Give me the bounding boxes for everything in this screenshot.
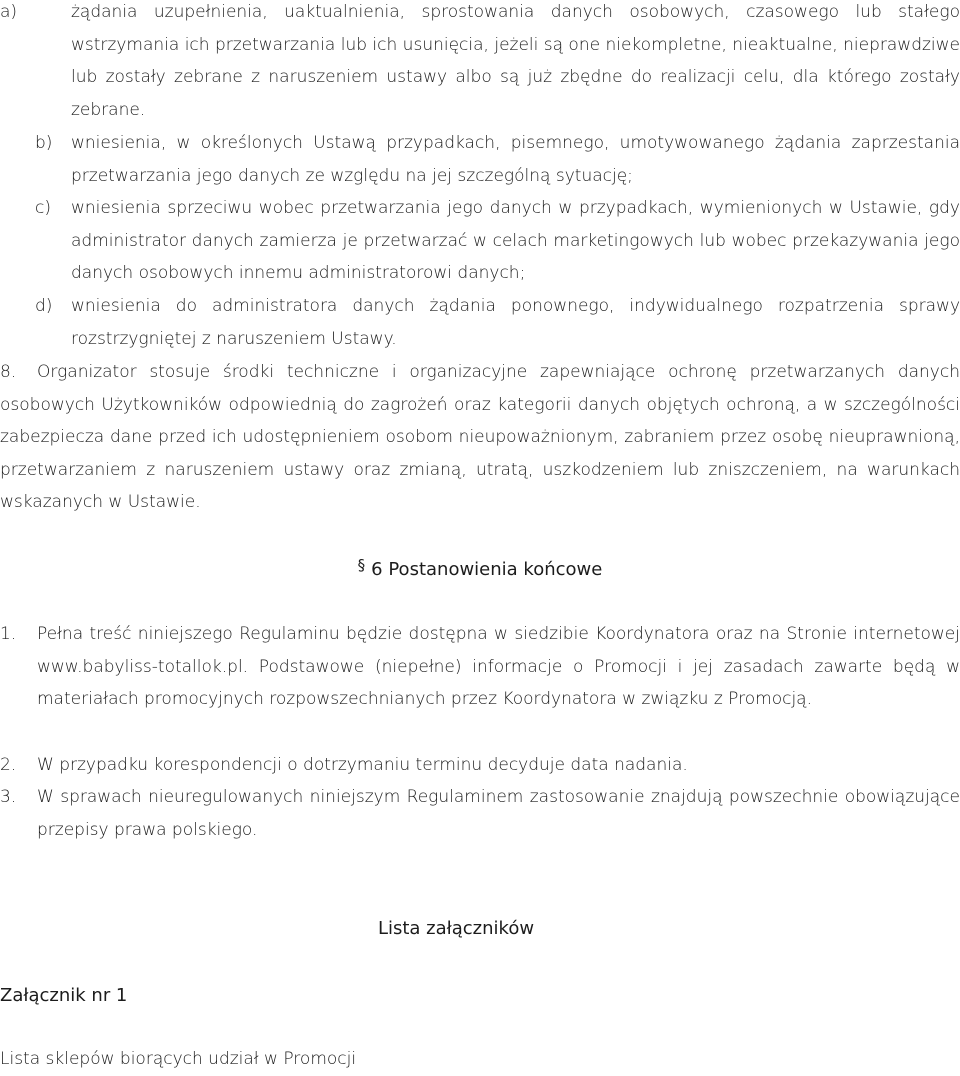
numbered-item-label: 1.: [0, 624, 17, 644]
numbered-item-3: [0, 781, 960, 846]
numbered-item-1: [0, 618, 960, 716]
section-sign: §: [357, 556, 366, 574]
annex-description: Lista sklepów biorących udział w Promocji: [0, 1049, 357, 1069]
paragraph-8: [0, 356, 960, 519]
list-item-text: wniesienia, w określonych Ustawą przypadkach, pisemnego, umotywowanego żądania zaprzestania przetwarzania jego danych ze względu na jej szczególną sytuację;: [71, 133, 960, 186]
list-item-text: wniesienia sprzeciwu wobec przetwarzania jego danych w przypadkach, wymienionych w Ustawie, gdy administrator danych zamierza je przetwarzać w celach marketingowych lub wobec przekazywania jego danych osobowych innemu administratorowi danych;: [71, 198, 960, 283]
list-item-c: [0, 192, 960, 290]
list-item-d: [0, 290, 960, 355]
numbered-item-text: W sprawach nieuregulowanych niniejszym Regulaminem zastosowanie znajdują powszechnie obowiązujące przepisy prawa polskiego.: [37, 787, 960, 840]
list-item-label: b): [35, 133, 53, 153]
numbered-item-text: W przypadku korespondencji o dotrzymaniu terminu decyduje data nadania.: [37, 755, 688, 775]
numbered-item-text: Pełna treść niniejszego Regulaminu będzie dostępna w siedzibie Koordynatora oraz na Stronie internetowej www.babyliss-totallok.pl. Podstawowe (niepełne) informacje o Promocji i jej zasadach zawarte będą w materiałach promocyjnych rozpowszechnianych przez Koordynatora w związku z Promocją.: [37, 624, 960, 709]
list-item-text: wniesienia do administratora danych żądania ponownego, indywidualnego rozpatrzenia sprawy rozstrzygniętej z naruszeniem Ustawy.: [71, 296, 960, 349]
section-heading: [0, 554, 960, 587]
numbered-item-2: [0, 749, 960, 782]
list-item-label: d): [35, 296, 53, 316]
paragraph-text: Organizator stosuje środki techniczne i organizacyjne zapewniające ochronę przetwarzanych danych osobowych Użytkowników odpowiednią do zagrożeń oraz kategorii danych objętych ochroną, a w szczególności zabezpiecza dane przed ich udostępnieniem osobom nieupoważnionym, zabraniem przez osobę nieuprawnioną, przetwarzaniem z naruszeniem ustawy oraz zmianą, utratą, uszkodzeniem lub zniszczeniem, na warunkach wskazanych w Ustawie.: [0, 362, 960, 512]
list-item-a: [0, 0, 960, 126]
numbered-item-label: 2.: [0, 755, 17, 775]
list-item-text: żądania uzupełnienia, uaktualnienia, sprostowania danych osobowych, czasowego lub stałego wstrzymania ich przetwarzania lub ich usunięcia, jeżeli są one niekompletne, nieaktualne, nieprawdziwe lub zostały zebrane z naruszeniem ustawy albo są już zbędne do realizacji celu, dla którego zostały zebrane.: [71, 2, 960, 120]
numbered-item-label: 3.: [0, 787, 17, 807]
section-title: 6 Postanowienia końcowe: [371, 559, 603, 580]
attachments-heading: Lista załączników: [377, 918, 535, 939]
list-item-label: c): [35, 198, 51, 218]
list-item-b: [0, 127, 960, 192]
annex-title: Załącznik nr 1: [0, 985, 128, 1006]
paragraph-number: 8.: [0, 362, 17, 382]
list-item-label: a): [0, 2, 18, 22]
